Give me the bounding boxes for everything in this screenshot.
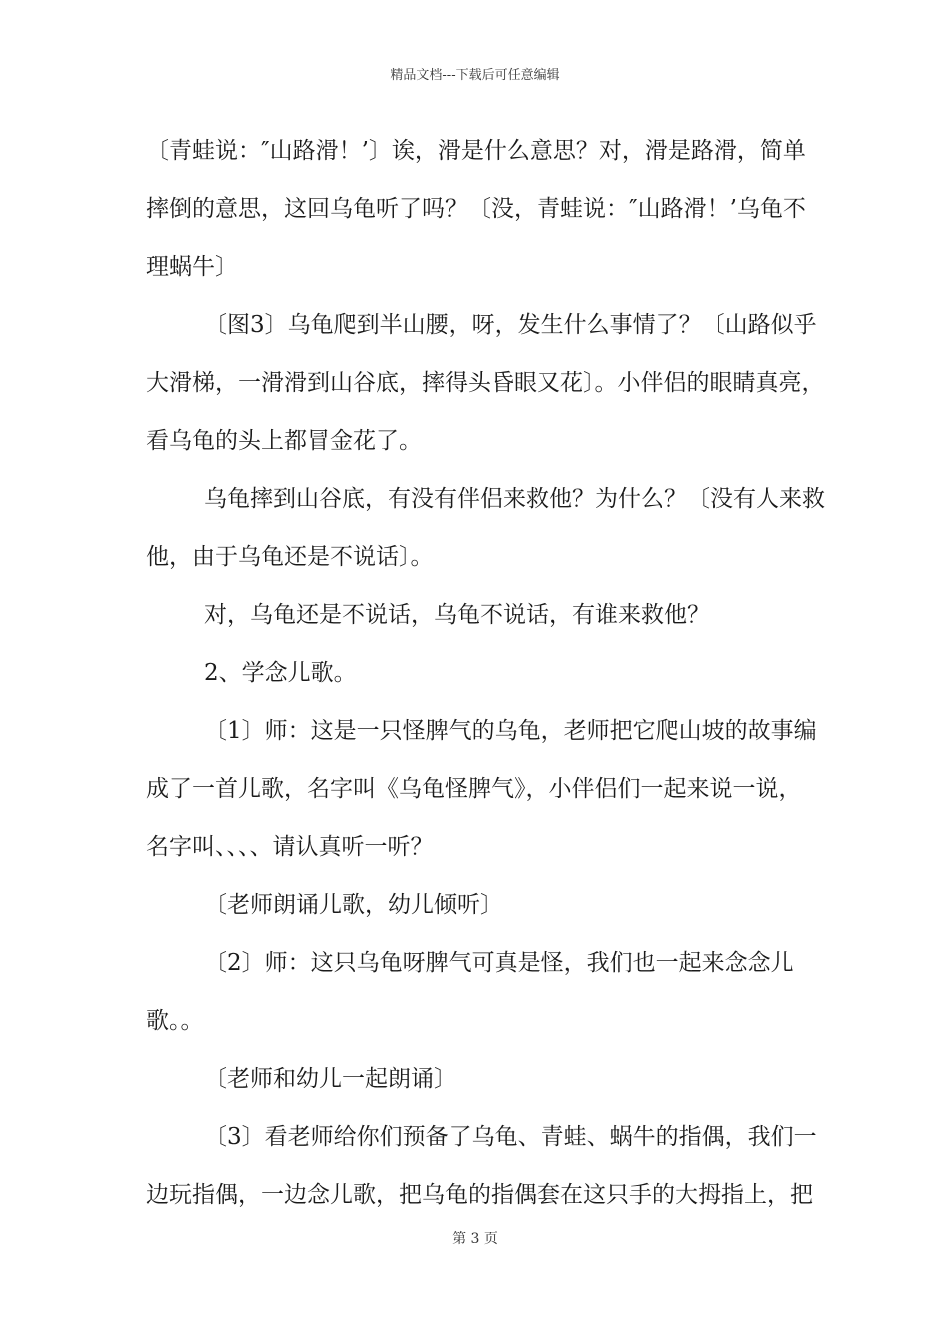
body-line: 看乌龟的头上都冒金花了。 [146,428,422,454]
page-header: 精品文档---下载后可任意编辑 [390,68,560,83]
body-line: 成了一首儿歌，名字叫《乌龟怪脾气》，小伴侣们一起来说一说， [146,776,802,802]
body-line: 〔图3〕乌龟爬到半山腰，呀，发生什么事情了？〔山路似乎 [204,312,817,338]
page-number: 第 3 页 [452,1231,498,1247]
body-line: 〔老师朗诵儿歌，幼儿倾听〕 [204,892,503,918]
body-line: 理蜗牛〕 [146,254,238,280]
body-line: 〔青蛙说：″山路滑！’〕诶，滑是什么意思？对，滑是路滑，简单 [146,138,806,164]
body-line: 名字叫、、、、请认真听一听？ [146,834,434,860]
body-line: 他，由于乌龟还是不说话〕。 [146,544,434,570]
body-line: 〔老师和幼儿一起朗诵〕 [204,1066,457,1092]
body-line: 对，乌龟还是不说话，乌龟不说话，有谁来救他？ [204,602,710,628]
body-line: 乌龟摔到山谷底，有没有伴侣来救他？为什么？〔没有人来救 [204,486,825,512]
body-line: 摔倒的意思，这回乌龟听了吗？〔没，青蛙说：″山路滑！’乌龟不 [146,196,806,222]
body-line: 大滑梯，一滑滑到山谷底，摔得头昏眼又花〕。小伴侣的眼睛真亮， [146,370,825,396]
body-line: 边玩指偶，一边念儿歌，把乌龟的指偶套在这只手的大拇指上，把 [146,1182,813,1208]
body-line: 〔2〕师：这只乌龟呀脾气可真是怪，我们也一起来念念儿 [204,950,794,976]
body-line: 〔1〕师：这是一只怪脾气的乌龟，老师把它爬山坡的故事编 [204,718,817,744]
body-line: 〔3〕看老师给你们预备了乌龟、青蛙、蜗牛的指偶，我们一 [204,1124,817,1150]
body-line: 歌。。 [146,1008,204,1034]
section-heading: 2、学念儿歌。 [204,660,357,686]
